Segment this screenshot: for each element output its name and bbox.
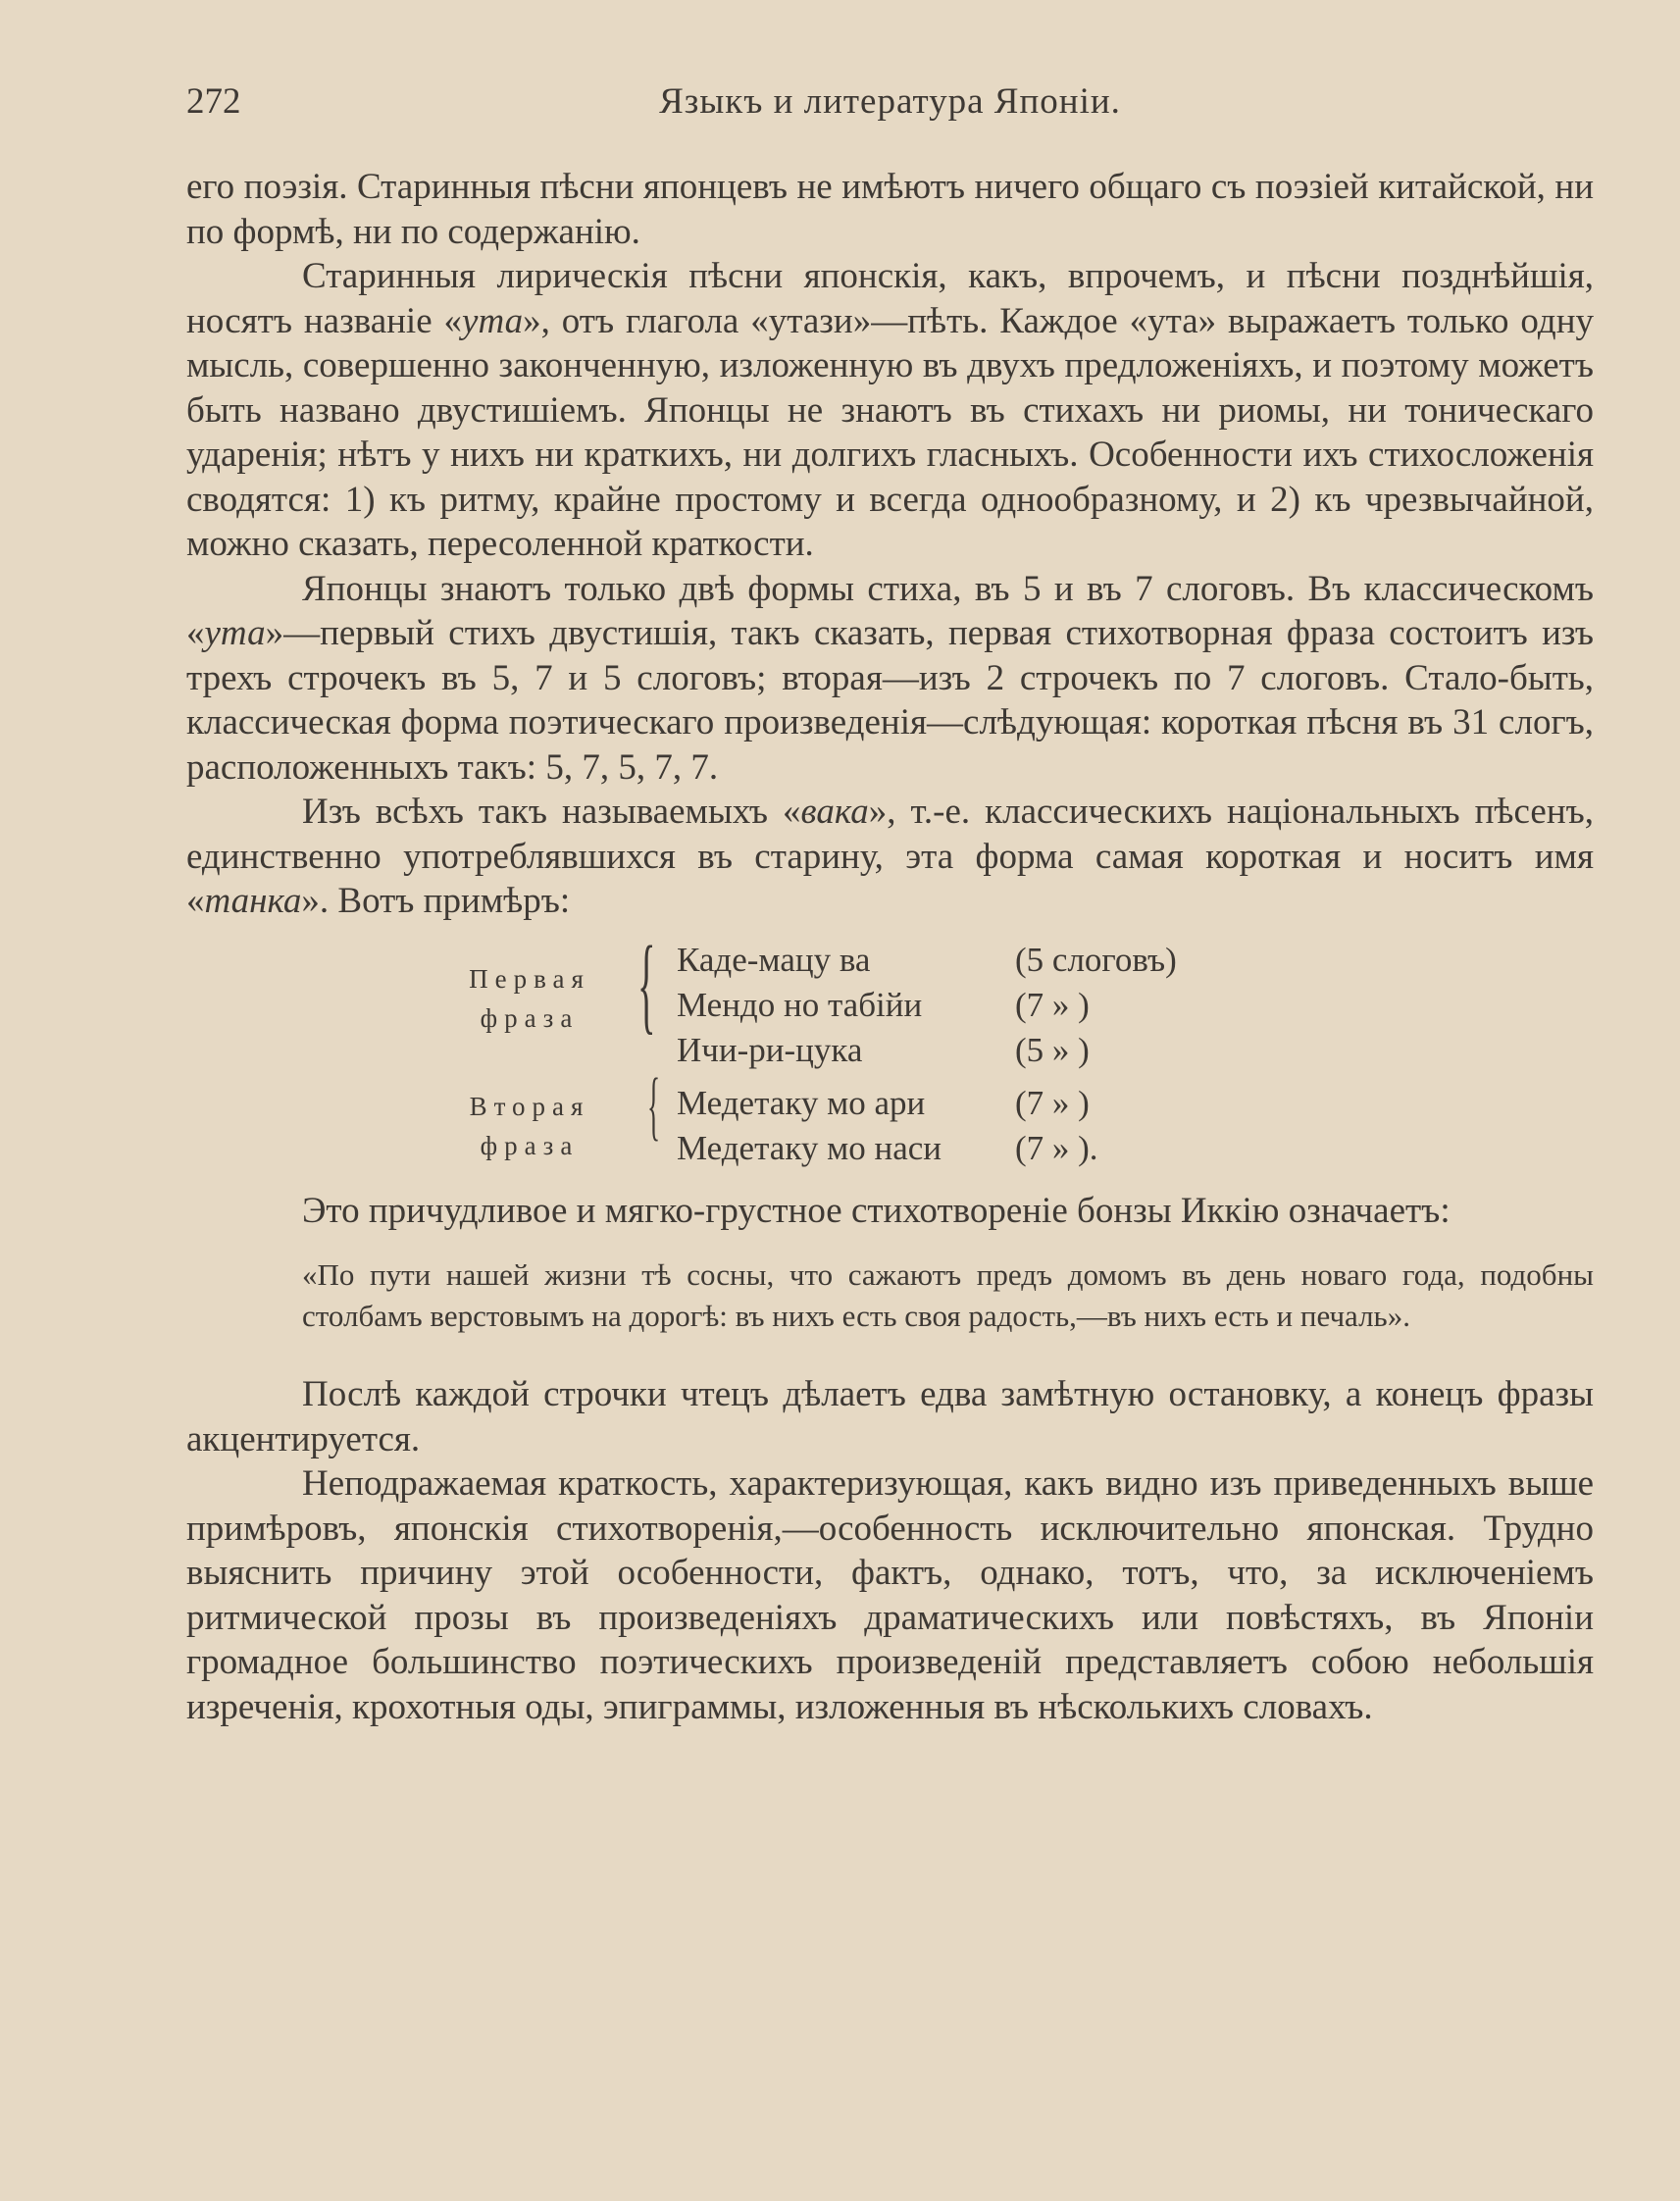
poem-line: Каде-мацу ва xyxy=(677,940,871,979)
page-header xyxy=(186,80,1594,139)
paragraph-text: ». Вотъ примѣръ: xyxy=(301,881,571,921)
paragraph-vaka xyxy=(186,790,1594,924)
italic-term: вака xyxy=(800,792,869,832)
syllable-count: (7 » ) xyxy=(1015,985,1090,1024)
italic-term: ута xyxy=(462,300,524,341)
poem-line: Мендо но табійи xyxy=(677,985,923,1024)
paragraph-brevity: Неподражаемая краткость, характеризующая, какъ видно изъ приведенныхъ выше примѣровъ, японскія стихотворенія,—особенность исключительно японская. Трудно выяснить причину этой особенности, фактъ, однако, тотъ, что, за исключеніемъ ритмической прозы въ произведеніяхъ драматическихъ или повѣстяхъ, въ Японіи громадное большинство поэтическихъ произведеній представляетъ собою небольшія изреченія, крохотныя оды, эпиграммы, изложенныя въ нѣсколькихъ словахъ. xyxy=(186,1463,1594,1727)
quotation xyxy=(186,1254,1594,1337)
poem-line: Медетаку мо наси xyxy=(677,1128,942,1167)
second-phrase-brace: { xyxy=(647,1061,661,1148)
paragraph-meaning: Это причудливое и мягко-грустное стихотвореніе бонзы Иккію означаетъ: xyxy=(302,1190,1451,1231)
paragraph-continuation: его поэзія. Старинныя пѣсни японцевъ не имѣютъ ничего общаго съ поэзіей китайской, ни по формѣ, ни по содержанію. xyxy=(186,167,1594,252)
syllable-count: (7 » ). xyxy=(1015,1128,1098,1167)
italic-term: ута xyxy=(204,613,266,653)
italic-term: танка xyxy=(204,881,302,921)
paragraph-text: Изъ всѣхъ такъ называемыхъ « xyxy=(302,792,801,832)
paragraph-text: », отъ глагола «утази»—пѣть. Каждое «ута» выражаетъ только одну мысль, совершенно законченную, изложенную въ двухъ предложеніяхъ, и поэтому можетъ быть названо двустишіемъ. Японцы не знаютъ въ стихахъ ни риомы, ни тоническаго ударенія; нѣтъ у нихъ ни краткихъ, ни долгихъ гласныхъ. Особенности ихъ стихосложенія сводятся: 1) къ ритму, крайне простому и всегда однообразному, и 2) къ чрезвычайной, можно сказать, пересоленной краткости. xyxy=(186,300,1594,564)
first-phrase-label: Первая фраза xyxy=(469,963,590,1033)
paragraph-text: Японцы знаютъ только двѣ формы стиха, въ 5 и въ 7 слоговъ. Въ классическомъ « xyxy=(186,568,1594,653)
paragraph-text: », т.-е. классическихъ національныхъ пѣсенъ, единственно употреблявшихся въ старину, эта форма самая короткая и носитъ имя « xyxy=(186,792,1594,921)
spacer xyxy=(186,1337,1594,1372)
syllable-count: (7 » ) xyxy=(1015,1083,1090,1122)
paragraph-text: Старинныя лирическія пѣсни японскія, какъ, впрочемъ, и пѣсни позднѣйшія, носятъ названіе « xyxy=(186,256,1594,341)
syllable-count: (5 » ) xyxy=(1015,1030,1090,1069)
paragraph-forms xyxy=(186,567,1594,791)
poem-example xyxy=(186,923,1594,1167)
first-phrase-brace: { xyxy=(637,923,656,1044)
paragraph-reading: Послѣ каждой строчки чтецъ дѣлаетъ едва замѣтную остановку, а конецъ фразы акцентируется. xyxy=(186,1374,1594,1459)
syllable-count: (5 слоговъ) xyxy=(1015,940,1177,979)
quotation-text: «По пути нашей жизни тѣ сосны, что сажаютъ предъ домомъ въ день новаго года, подобны столбамъ верстовымъ на дорогѣ: въ нихъ есть своя радость,—въ нихъ есть и печаль». xyxy=(302,1257,1594,1333)
running-title: Языкъ и литература Японіи. xyxy=(659,81,1121,122)
paragraph-uta xyxy=(186,254,1594,567)
page-number: 272 xyxy=(186,81,241,122)
second-phrase-label: Вторая фраза xyxy=(469,1091,590,1160)
body-text xyxy=(186,165,1594,1729)
poem-line: Ичи-ри-цука xyxy=(677,1030,863,1069)
paragraph-text: »—первый стихъ двустишія, такъ сказать, первая стихотворная фраза состоитъ изъ трехъ строчекъ въ 5, 7 и 5 слоговъ; вторая—изъ 2 строчекъ по 7 слоговъ. Стало-быть, классическая форма поэтическаго произведенія—слѣдующая: короткая пѣсня въ 31 слогъ, расположенныхъ такъ: 5, 7, 5, 7, 7. xyxy=(186,613,1594,788)
poem-line: Медетаку мо ари xyxy=(677,1083,926,1122)
